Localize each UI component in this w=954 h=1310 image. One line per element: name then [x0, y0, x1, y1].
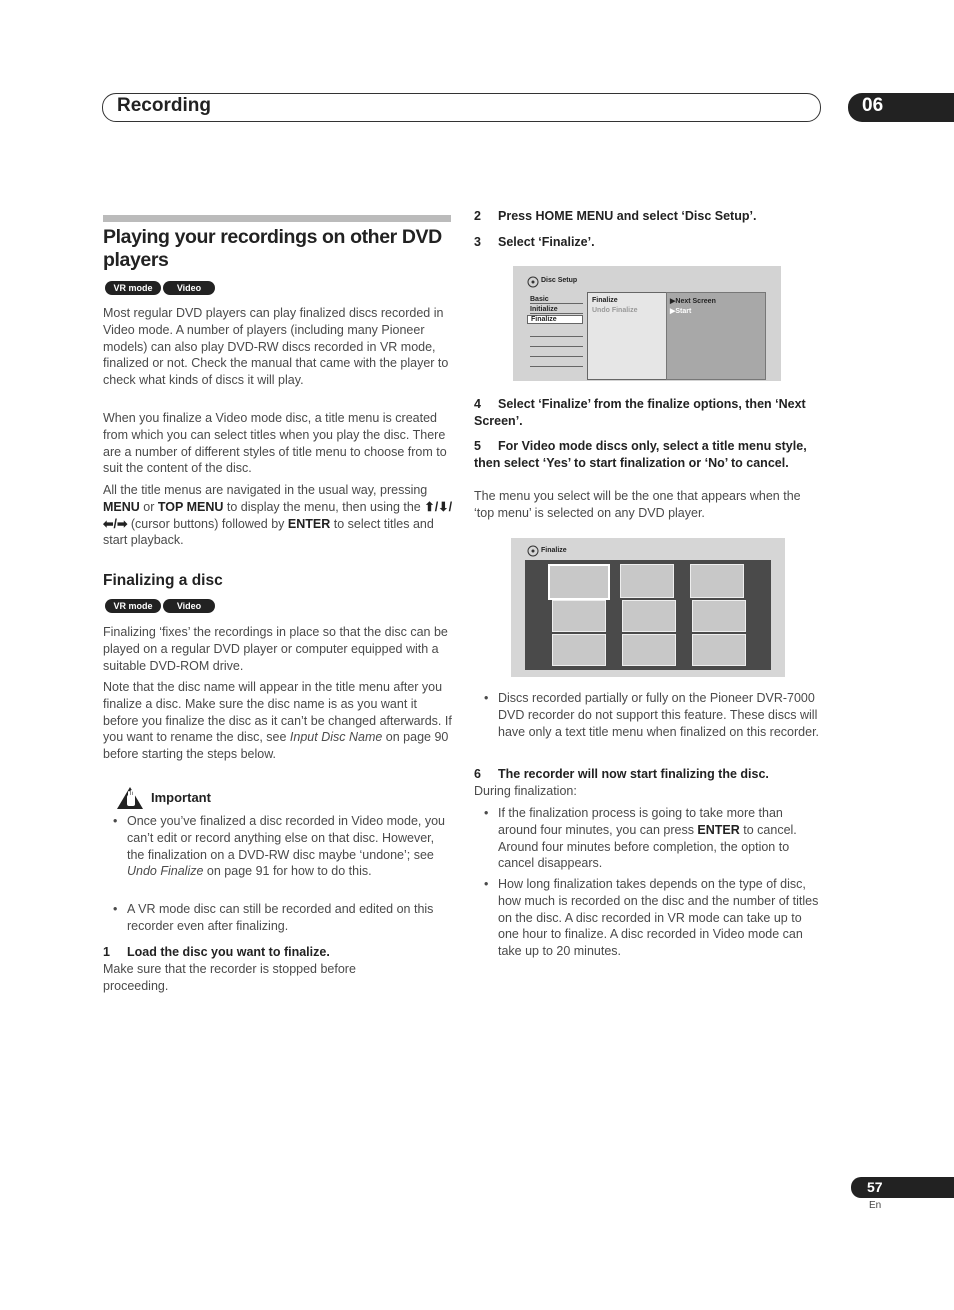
warning-hand-icon: [117, 786, 147, 810]
menu-divider: [530, 336, 583, 337]
paragraph-1: Most regular DVD players can play finalized discs recorded in Video mode. A number of players (including many Pioneer models) can also play DVD-RW discs recorded in VR mode, finalized or not. Check the manual that came with the player to check what kinds of discs it will play.: [103, 306, 449, 388]
menu-style-thumbnail: [622, 634, 676, 666]
option-undo-finalize: Undo Finalize: [592, 307, 638, 314]
important-label: Important: [151, 790, 211, 805]
step-1-note: Make sure that the recorder is stopped before proceeding.: [103, 962, 356, 993]
video-mode-badge-2: Video mode: [163, 599, 215, 613]
step-6-note: During finalization:: [474, 784, 577, 798]
section-title: Recording: [117, 95, 211, 116]
chapter-number: 06: [862, 95, 884, 116]
important-bullet-2: • A VR mode disc can still be recorded and edited on this recorder even after finalizing.: [127, 901, 449, 935]
menu-style-thumbnail: [692, 634, 746, 666]
bullet-dvr7000: • Discs recorded partially or fully on the Pioneer DVR-7000 DVD recorder do not support this feature. These discs will have only a text title menu when finalized on this recorder.: [498, 690, 822, 740]
finalize-options-panel: [587, 292, 667, 380]
play-arrow-icon: ▶: [670, 308, 676, 315]
paragraph-3: All the title menus are navigated in the usual way, pressing MENU or TOP MENU to display the menu, then using the ⬆/⬇/⬅/➡ (cursor buttons) followed by ENTER to select titles and start playback.: [103, 483, 453, 548]
vr-mode-badge: VR mode: [105, 281, 161, 295]
language-label: En: [869, 1200, 882, 1211]
page-title: Playing your recordings on other DVD players: [103, 226, 442, 271]
cursor-arrows-icon: ⬆/⬇/⬅/➡: [103, 499, 453, 531]
menu-divider: [530, 346, 583, 347]
menu-item-basic: Basic: [530, 296, 583, 304]
menu-item-initialize: Initialize: [530, 306, 583, 314]
menu-style-thumbnail: [552, 634, 606, 666]
subsection-title: Finalizing a disc: [103, 572, 223, 589]
step-4: 4 Select ‘Finalize’ from the finalize options, then ‘Next Screen’.: [474, 397, 806, 428]
disc-setup-menu: [527, 294, 585, 378]
step-5: 5 For Video mode discs only, select a title menu style, then select ‘Yes’ to start finalization or ‘No’ to cancel.: [474, 439, 807, 470]
paragraph-4: Finalizing ‘fixes’ the recordings in place so that the disc can be played on a regular DVD player or computer equipped with a suitable DVD-ROM drive.: [103, 625, 448, 673]
action-start: ▶Start: [670, 308, 692, 315]
menu-style-thumbnail: [690, 564, 744, 598]
step-2: 2 Press HOME MENU and select ‘Disc Setup’.: [474, 209, 757, 223]
vr-mode-badge-2: VR mode: [105, 599, 161, 613]
chapter-tab: [848, 93, 954, 122]
page-number: 57: [867, 1179, 883, 1195]
disc-setup-title: Disc Setup: [541, 277, 578, 284]
step-5-note: The menu you select will be the one that appears when the ‘top menu’ is selected on any DVD player.: [474, 489, 801, 520]
action-next-screen: ▶Next Screen: [670, 298, 716, 305]
actions-panel: [666, 292, 766, 380]
section-rule: [103, 215, 451, 222]
finalize-title: Finalize: [541, 547, 567, 554]
step-6: 6 The recorder will now start finalizing the disc.: [474, 767, 769, 781]
bullet-duration: • How long finalization takes depends on the type of disc, how much is recorded on the disc and the number of titles on the disc. A disc recorded in VR mode can take up to one hour to finalize. A disc recorded in Video mode can take up to 20 minutes.: [498, 876, 822, 960]
menu-divider: [530, 366, 583, 367]
disc-setup-screenshot: [513, 266, 781, 381]
video-mode-badge: Video mode: [163, 281, 215, 295]
menu-style-thumbnail: [622, 600, 676, 632]
disc-icon: [527, 545, 539, 557]
play-arrow-icon: ▶: [670, 298, 676, 305]
step-1: 1 Load the disc you want to finalize.: [103, 945, 330, 959]
menu-style-thumbnail: [552, 600, 606, 632]
finalize-screenshot: [511, 538, 785, 677]
menu-divider: [530, 356, 583, 357]
title-menu-styles: [525, 560, 771, 670]
menu-item-finalize: Finalize: [527, 315, 583, 324]
step-3: 3 Select ‘Finalize’.: [474, 235, 595, 249]
paragraph-5: Note that the disc name will appear in the title menu after you finalize a disc. Make sure the disc name is as you want it before you finalize the disc as it can’t be changed afterwards. If you want to rename the disc, see Input Disc Name on page 90 before starting the steps below.: [103, 680, 452, 762]
option-finalize: Finalize: [592, 297, 618, 304]
paragraph-2: When you finalize a Video mode disc, a title menu is created from which you can select titles when you play the disc. There are a number of different styles of title menu to choose from to suit the content of the disc.: [103, 411, 447, 476]
menu-style-thumbnail: [692, 600, 746, 632]
important-bullet-1: • Once you’ve finalized a disc recorded in Video mode, you can’t edit or record anything else on that disc. However, the finalization on a DVD-RW disc maybe ‘undone’; see Undo Finalize on page 91 for how to do this.: [127, 813, 449, 880]
bullet-cancel: • If the finalization process is going to take more than around four minutes, you can press ENTER to cancel. Around four minutes before completion, the option to cancel disappears.: [498, 805, 822, 872]
disc-icon: [527, 276, 539, 288]
page-number-tab: [851, 1177, 954, 1198]
menu-style-thumbnail: [548, 564, 610, 600]
menu-style-thumbnail: [620, 564, 674, 598]
